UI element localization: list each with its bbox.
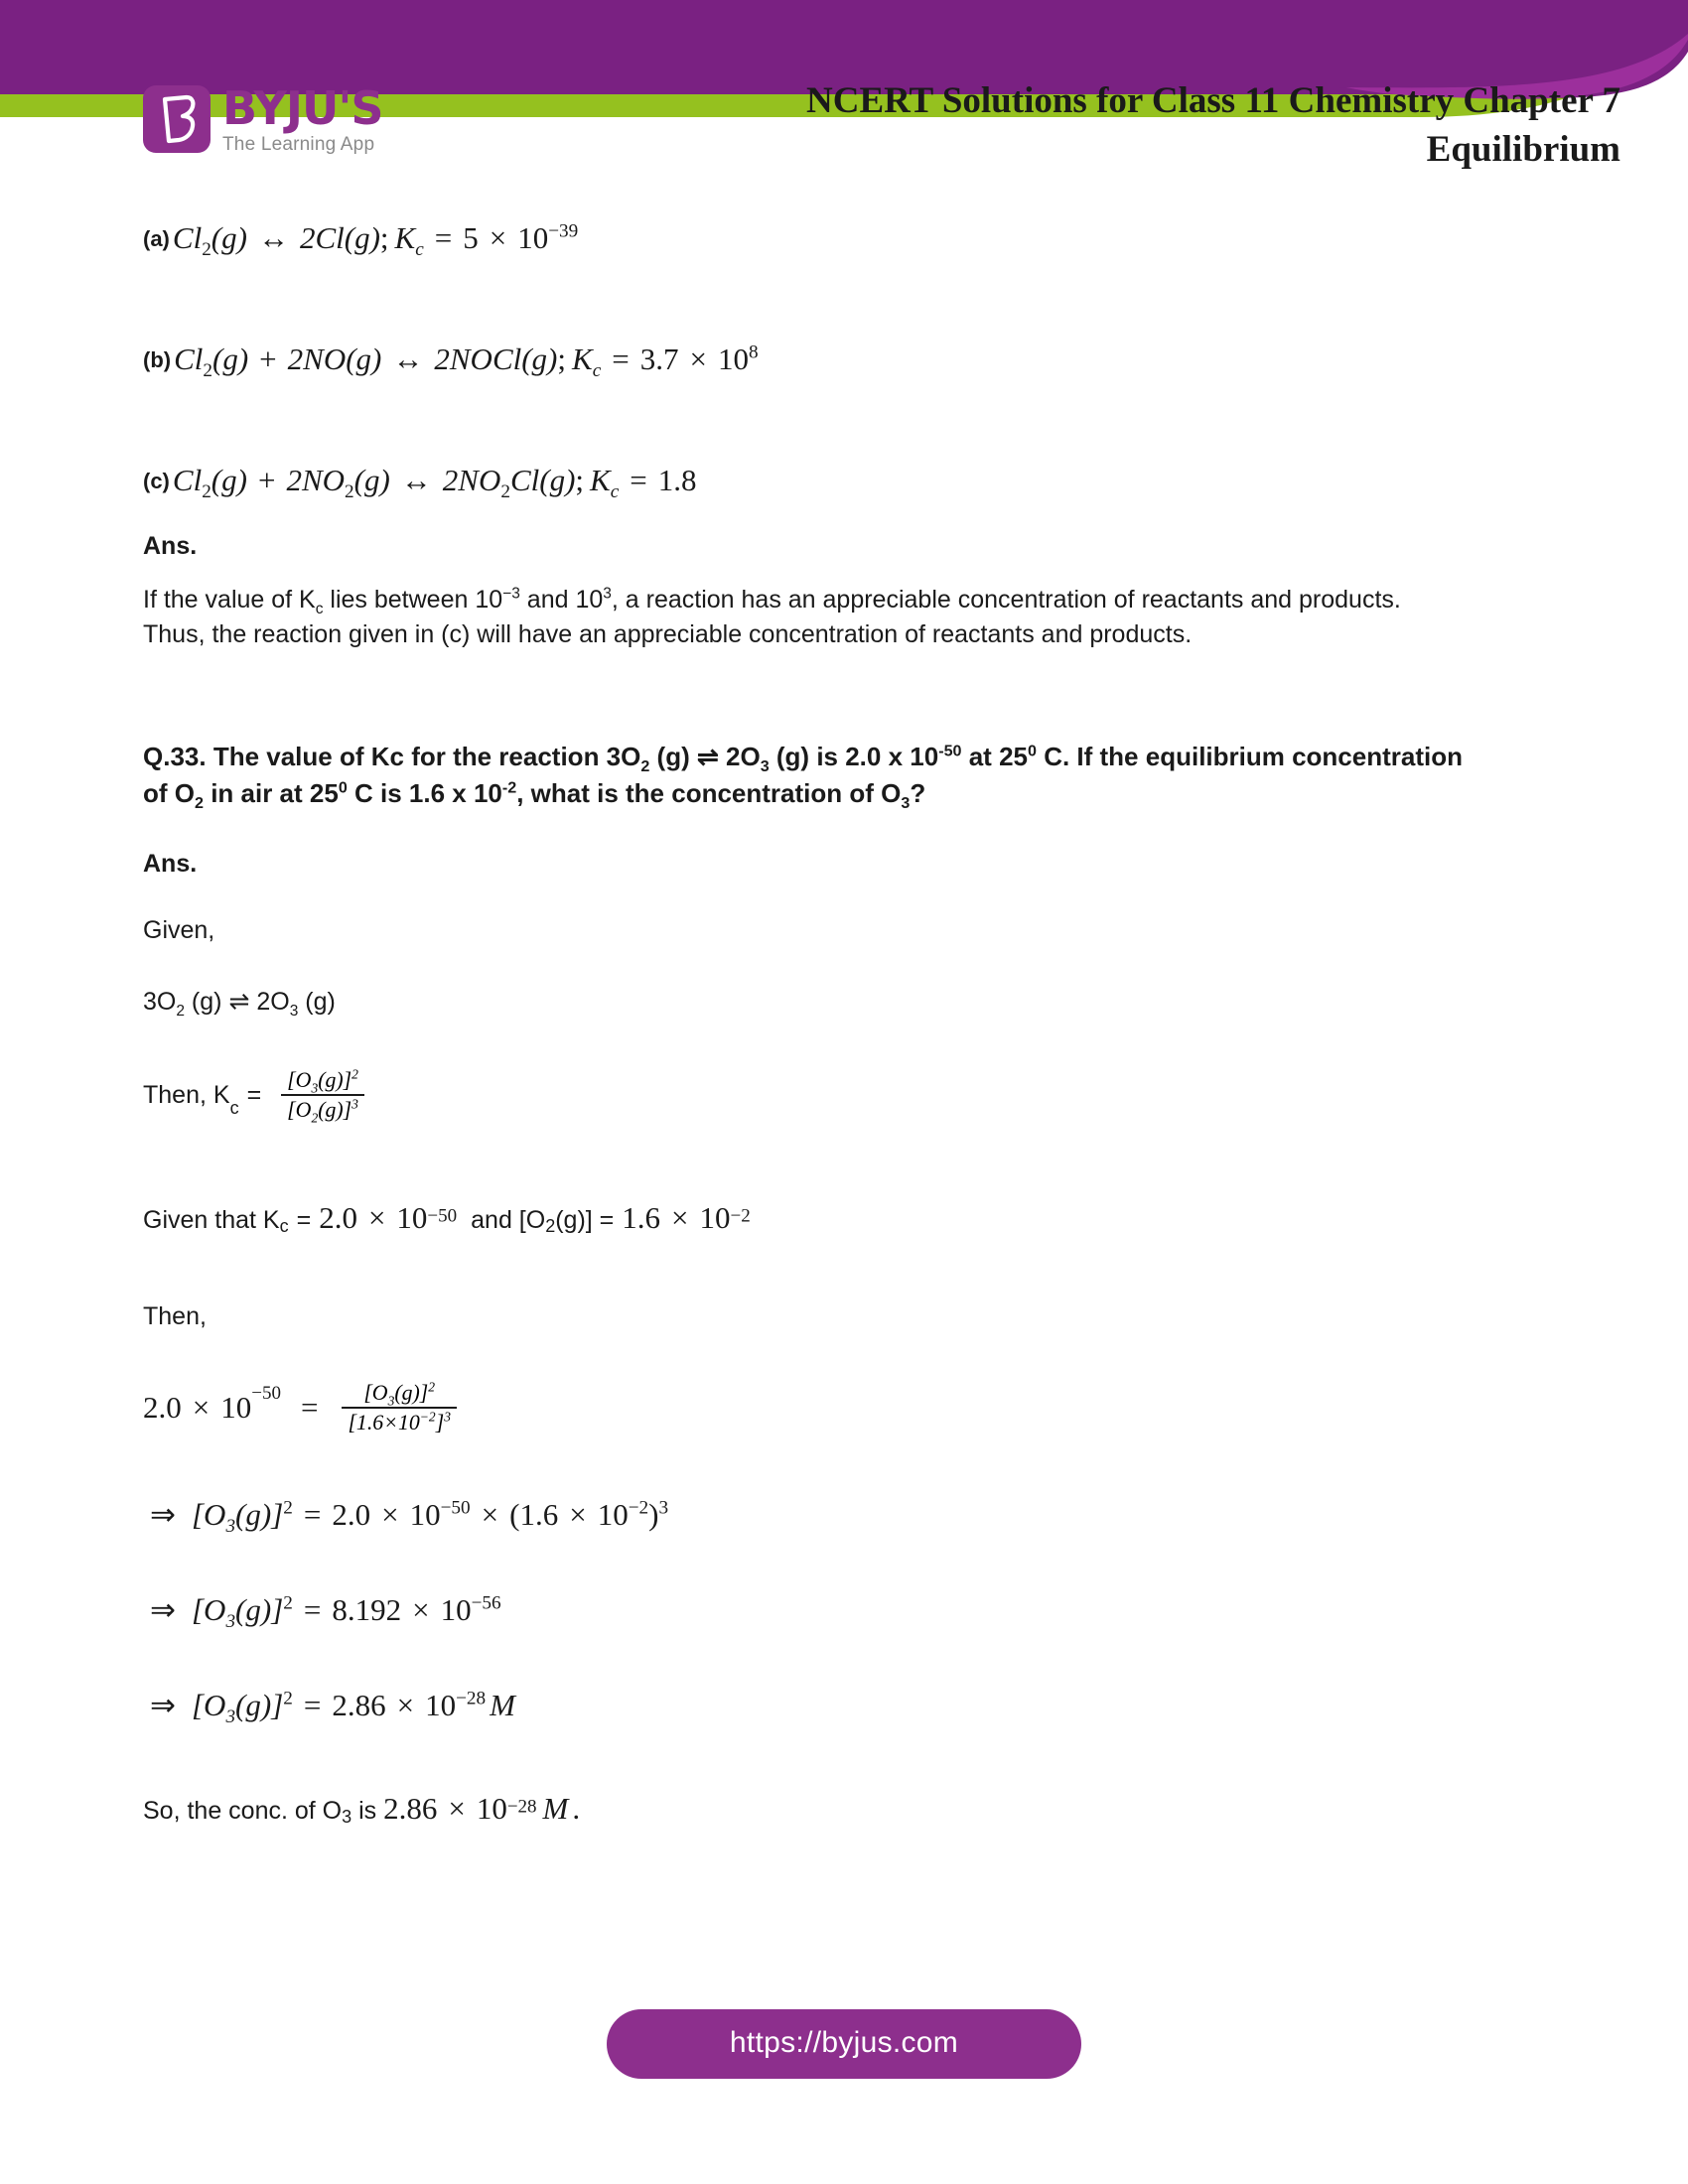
- reaction-sub2: 3: [289, 1002, 299, 1020]
- step2-equals: =: [303, 1496, 322, 1532]
- question-33-equilibrium-arrow: ⇌: [696, 742, 719, 771]
- step1-fraction: [342, 1381, 457, 1435]
- step4-lhs-state: (g)]: [235, 1687, 284, 1722]
- equation-a-species1-sub: 2: [202, 239, 211, 261]
- answer-paragraph-1: [143, 583, 1449, 651]
- equation-c-semicolon: ;: [575, 463, 585, 497]
- equation-b-label: (b): [143, 347, 172, 372]
- kc-den-state: (g)]: [318, 1098, 352, 1123]
- step1-equals: =: [300, 1390, 319, 1426]
- question-33-part9: , what is the concentration of O: [516, 777, 902, 808]
- solution-step-1: [143, 1381, 1553, 1435]
- equation-b-equals: =: [612, 341, 630, 376]
- equation-a-kc-sub: c: [415, 239, 424, 261]
- given-that-exp2: −2: [730, 1205, 751, 1227]
- equation-a-equals: =: [434, 220, 453, 255]
- step4-equals: =: [303, 1687, 322, 1722]
- conclusion-base: 10: [476, 1790, 507, 1826]
- step2-lhs-state: (g)]: [235, 1496, 284, 1532]
- given-that-prefix-sub: c: [279, 1215, 289, 1236]
- step2-t3: ×: [569, 1496, 587, 1532]
- kc-num-power: 2: [352, 1066, 358, 1082]
- reaction-state1: (g): [184, 987, 229, 1016]
- given-that-times2: ×: [671, 1199, 689, 1235]
- question-33-sup2: 0: [1028, 742, 1037, 760]
- step3-equals: =: [303, 1591, 322, 1627]
- answer-sup-2: 3: [603, 585, 612, 603]
- equation-c-label: (c): [143, 469, 170, 493]
- conclusion-prefix-sub: 3: [342, 1806, 352, 1827]
- given-that-base1: 10: [396, 1199, 428, 1235]
- step4-lhs-open: [O: [191, 1687, 226, 1722]
- question-33-sub2: 3: [760, 757, 770, 776]
- equation-c-product-sub: 2: [500, 481, 510, 503]
- answer-text-part3: and 10: [519, 586, 604, 614]
- conclusion-unit: M: [542, 1790, 569, 1826]
- answer-text-part1: If the value of K: [143, 586, 316, 614]
- equation-a-product-state: (g): [344, 220, 380, 255]
- given-that-times1: ×: [367, 1199, 386, 1235]
- question-33-number: Q.33.: [143, 742, 207, 771]
- step1-num-sub: 3: [387, 1393, 395, 1409]
- conclusion-is-word: is: [352, 1796, 384, 1825]
- equation-a-product: 2Cl: [299, 220, 345, 255]
- page-title-line1: NCERT Solutions for Class 11 Chemistry Chapter 7: [806, 80, 1620, 121]
- step1-den-exp: −2: [419, 1409, 436, 1425]
- solution-step-3: [143, 1591, 1553, 1632]
- question-33-part2: (g): [649, 742, 697, 771]
- question-33-sub3: 2: [195, 794, 204, 813]
- equation-b-plus: +: [259, 341, 277, 376]
- kc-expression-equals: =: [246, 1080, 262, 1109]
- equation-b-species1-sub: 2: [203, 360, 212, 382]
- equation-a-semicolon: ;: [379, 220, 389, 255]
- step1-num-open: [O: [363, 1380, 388, 1405]
- conclusion-prefix: So, the conc. of O: [143, 1796, 343, 1825]
- kc-den-power: 3: [352, 1096, 358, 1112]
- kc-fraction-numerator: [281, 1068, 364, 1094]
- then-label: Then,: [143, 1301, 207, 1330]
- step2-e1: −50: [440, 1497, 471, 1519]
- byjus-logo-icon: [143, 85, 211, 153]
- step1-lhs-base: 10: [220, 1390, 252, 1426]
- equation-a-base: 10: [517, 220, 549, 255]
- question-33-part3: 2O: [718, 742, 761, 771]
- step1-num-state: (g)]: [394, 1380, 429, 1405]
- equation-b-times: ×: [689, 341, 707, 376]
- answer-sup-1: −3: [502, 585, 520, 603]
- given-that-prefix: Given that K: [143, 1205, 280, 1234]
- given-label: Given,: [143, 915, 215, 944]
- question-33-part5: at 25: [961, 742, 1028, 771]
- step3-lhs-sub: 3: [225, 1610, 236, 1632]
- page-title-line2: Equilibrium: [1426, 128, 1620, 170]
- equation-c-kc: K: [590, 463, 611, 497]
- step2-lhs-power: 2: [283, 1497, 293, 1519]
- kc-num-open: [O: [287, 1067, 312, 1092]
- page-title: [806, 77, 1620, 175]
- answer-kc-sub: c: [315, 601, 324, 617]
- reaction-state2: (g): [298, 987, 336, 1016]
- reaction-sub1: 2: [176, 1002, 185, 1020]
- answer-heading-2: Ans.: [143, 849, 198, 878]
- step4-exp: −28: [456, 1688, 487, 1709]
- step4-value: 2.86: [332, 1687, 386, 1722]
- given-that-equals1: =: [296, 1205, 312, 1234]
- kc-num-sub: 3: [311, 1080, 319, 1096]
- step2-lhs-sub: 3: [225, 1515, 236, 1537]
- step1-num-power: 2: [428, 1379, 436, 1395]
- step1-lhs-exp: −50: [251, 1382, 281, 1404]
- question-33: [143, 739, 1474, 812]
- equation-c-arrow: ↔: [400, 463, 432, 497]
- question-33-part1: The value of Kc for the reaction 3O: [206, 742, 641, 771]
- step2-lhs-open: [O: [191, 1496, 226, 1532]
- kc-num-state: (g)]: [318, 1067, 352, 1092]
- equation-c-equals: =: [630, 463, 647, 497]
- equation-b: [143, 341, 1553, 382]
- step2-paren-power: 3: [658, 1497, 669, 1519]
- given-that-middle: and [O: [471, 1205, 546, 1234]
- equation-b-species1: Cl: [174, 341, 204, 376]
- question-33-part4: (g) is 2.0 x 10: [769, 742, 939, 771]
- step3-times: ×: [412, 1591, 430, 1627]
- equation-b-arrow: ↔: [392, 341, 424, 376]
- equation-c-state2: (g): [353, 463, 390, 497]
- step1-den-base: [1.6×10: [348, 1411, 420, 1435]
- equation-a-kc: K: [394, 220, 416, 255]
- given-that-line: [143, 1200, 1553, 1237]
- given-that-middle-sub: 2: [545, 1215, 556, 1236]
- equation-b-product: 2NOCl: [434, 341, 522, 376]
- kc-den-sub: 2: [311, 1110, 319, 1126]
- step4-base: 10: [425, 1687, 457, 1722]
- question-33-part8: C is 1.6 x 10: [347, 777, 502, 808]
- equation-c-kc-sub: c: [610, 481, 620, 503]
- kc-den-open: [O: [287, 1098, 312, 1123]
- step3-implies-arrow: ⇒: [150, 1591, 176, 1627]
- equation-c: [143, 463, 1553, 503]
- question-33-part6: C. If the equilibrium concentration of O: [143, 742, 1463, 808]
- step2-t1: ×: [381, 1496, 399, 1532]
- kc-expression-prefix-sub: c: [229, 1097, 239, 1118]
- given-that-o2-value: 1.6: [622, 1199, 661, 1235]
- equation-c-species2: 2NO: [286, 463, 346, 497]
- question-33-part7: in air at 25: [203, 777, 339, 808]
- solution-step-4: [143, 1687, 1553, 1727]
- solution-reaction: [143, 987, 1553, 1020]
- equation-a-species1: Cl: [172, 220, 203, 255]
- equation-c-species1-sub: 2: [202, 481, 211, 503]
- answer-text-part2: lies between 10: [323, 586, 503, 614]
- reaction-coeff1: 3O: [143, 987, 177, 1016]
- question-33-sub1: 2: [640, 757, 650, 776]
- equation-b-semicolon: ;: [557, 341, 567, 376]
- kc-fraction-denominator: [281, 1094, 364, 1126]
- equation-b-species2: 2NO: [287, 341, 347, 376]
- kc-fraction: [281, 1066, 364, 1126]
- conclusion-exp: −28: [506, 1796, 537, 1818]
- solution-step-2: [143, 1496, 1553, 1537]
- step2-b2: 10: [597, 1496, 629, 1532]
- logo-tagline: The Learning App: [222, 133, 375, 155]
- given-that-exp1: −50: [427, 1205, 458, 1227]
- equation-c-state1: (g): [211, 463, 247, 497]
- equation-b-value: 3.7: [639, 341, 679, 376]
- step2-e2: −2: [628, 1497, 649, 1519]
- given-that-middle-tail: (g)] =: [555, 1205, 615, 1234]
- step3-lhs-open: [O: [191, 1591, 226, 1627]
- equation-a: [143, 220, 1553, 261]
- equation-c-product-state: (g): [539, 463, 576, 497]
- equation-b-state1: (g): [212, 341, 249, 376]
- equation-a-exponent: −39: [548, 220, 579, 242]
- equation-c-species2-sub: 2: [345, 481, 354, 503]
- step1-den-close: ]: [435, 1411, 445, 1435]
- step2-paren-open: (: [509, 1496, 520, 1532]
- logo-wordmark: BYJU'S: [222, 81, 383, 135]
- step2-v1: 2.0: [332, 1496, 371, 1532]
- equation-c-value: 1.8: [657, 463, 697, 497]
- step4-times: ×: [396, 1687, 415, 1722]
- conclusion-value: 2.86: [383, 1790, 438, 1826]
- equation-c-product-tail: Cl: [509, 463, 540, 497]
- step1-den-power: 3: [444, 1409, 451, 1425]
- step4-implies-arrow: ⇒: [150, 1687, 176, 1722]
- equation-b-base: 10: [717, 341, 749, 376]
- answer-text-part4: , a reaction has an appreciable concentration of reactants and products. Thus, the reaction given in (c) will have an appreciable concentration of reactants and products.: [143, 586, 1401, 648]
- reaction-equilibrium-arrow: ⇌: [228, 987, 250, 1016]
- equation-b-kc: K: [572, 341, 593, 376]
- page-header: [0, 71, 1688, 181]
- question-33-part10: ?: [910, 777, 926, 808]
- equation-b-product-state: (g): [521, 341, 558, 376]
- given-that-kc-value: 2.0: [319, 1199, 357, 1235]
- step4-lhs-sub: 3: [225, 1706, 236, 1727]
- given-that-base2: 10: [699, 1199, 731, 1235]
- step1-lhs-times: ×: [192, 1390, 211, 1426]
- step3-lhs-power: 2: [283, 1592, 293, 1614]
- question-33-sup4: -2: [501, 778, 517, 797]
- equation-b-kc-sub: c: [592, 360, 602, 382]
- question-33-sub4: 3: [901, 794, 911, 813]
- step2-v2: 1.6: [519, 1496, 559, 1532]
- step1-denominator: [342, 1407, 457, 1434]
- step3-base: 10: [440, 1591, 472, 1627]
- step3-exp: −56: [471, 1592, 501, 1614]
- step3-lhs-state: (g)]: [235, 1591, 284, 1627]
- equation-a-value: 5: [463, 220, 479, 255]
- reaction-coeff2: 2O: [249, 987, 290, 1016]
- conclusion-period: .: [572, 1790, 581, 1826]
- equation-c-plus: +: [257, 463, 276, 497]
- page-footer: [0, 2009, 1688, 2079]
- step2-paren-close: ): [648, 1496, 659, 1532]
- step4-lhs-power: 2: [283, 1688, 293, 1709]
- byjus-url-button[interactable]: https://byjus.com: [607, 2009, 1081, 2079]
- equation-b-state2: (g): [346, 341, 382, 376]
- equation-c-product: 2NO: [442, 463, 501, 497]
- question-33-sup3: 0: [338, 778, 348, 797]
- step2-b1: 10: [409, 1496, 441, 1532]
- question-33-sup1: -50: [938, 742, 962, 760]
- equation-a-arrow: ↔: [257, 220, 289, 255]
- step3-value: 8.192: [332, 1591, 402, 1627]
- byjus-logo[interactable]: [143, 81, 383, 155]
- equation-b-exponent: 8: [748, 341, 759, 363]
- step1-numerator: [342, 1381, 457, 1407]
- solution-conclusion: [143, 1791, 1553, 1828]
- step2-t2: ×: [481, 1496, 499, 1532]
- step4-unit: M: [490, 1687, 515, 1722]
- kc-expression: [143, 1066, 1553, 1126]
- equation-a-state1: (g): [211, 220, 247, 255]
- document-content: [143, 220, 1553, 1828]
- answer-heading-1: Ans.: [143, 532, 198, 560]
- equation-c-species1: Cl: [172, 463, 203, 497]
- kc-expression-prefix: Then, K: [143, 1080, 230, 1109]
- equation-a-label: (a): [143, 226, 170, 251]
- step1-lhs-value: 2.0: [143, 1390, 182, 1426]
- equation-a-times: ×: [489, 220, 507, 255]
- conclusion-times: ×: [448, 1790, 466, 1826]
- step2-implies-arrow: ⇒: [150, 1496, 176, 1532]
